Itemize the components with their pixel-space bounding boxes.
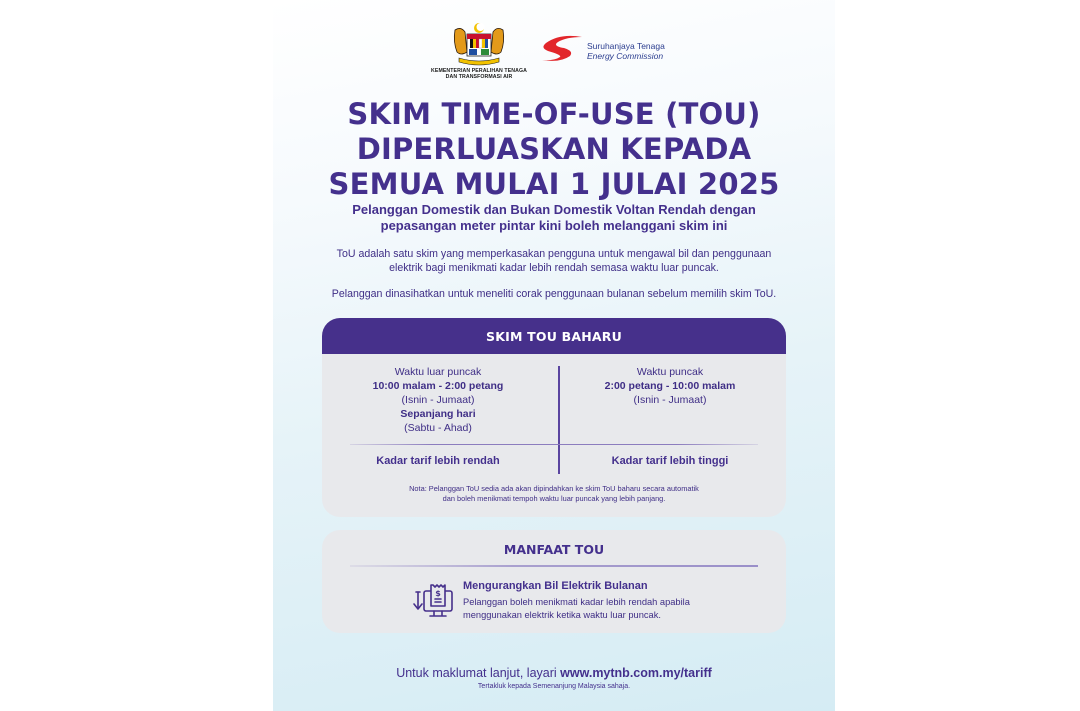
reduce-bill-monitor-icon bbox=[412, 582, 456, 618]
new-tou-scheme-card bbox=[322, 318, 786, 517]
intro-paragraph: ToU adalah satu skim yang memperkasakan pengguna untuk mengawal bil dan penggunaan elektrik bagi menikmati kadar lebih rendah semasa waktu luar puncak. bbox=[336, 248, 772, 274]
tou-benefits-card bbox=[322, 530, 786, 633]
svg-text:$: $ bbox=[435, 589, 441, 598]
benefits-divider bbox=[350, 565, 758, 567]
energy-commission-logo bbox=[538, 34, 678, 64]
subheading: Pelanggan Domestik dan Bukan Domestik Voltan Rendah dengan pepasangan meter pintar kini boleh melanggani skim ini bbox=[352, 202, 756, 233]
ministry-name: KEMENTERIAN PERALIHAN TENAGA DAN TRANSFORMASI AIR bbox=[431, 68, 527, 80]
ministry-logo bbox=[423, 22, 535, 80]
off-peak-weekday-days: (Isnin - Jumaat) bbox=[401, 394, 475, 406]
off-peak-label: Waktu luar puncak bbox=[394, 366, 482, 378]
energy-commission-name-malay: Suruhanjaya Tenaga bbox=[587, 41, 665, 51]
off-peak-rate: Kadar tarif lebih rendah bbox=[376, 455, 500, 467]
energy-commission-name-english: Energy Commission bbox=[587, 51, 664, 61]
peak-rate: Kadar tarif lebih tinggi bbox=[611, 455, 729, 467]
energy-commission-swoosh-icon bbox=[538, 34, 588, 62]
off-peak-column bbox=[322, 365, 554, 435]
footer-more-info bbox=[273, 666, 835, 680]
off-peak-weekend-days: (Sabtu - Ahad) bbox=[404, 422, 472, 434]
benefits-card-title: MANFAAT TOU bbox=[503, 542, 605, 557]
logo-bar bbox=[273, 22, 835, 82]
peak-weekday-hours: 2:00 petang - 10:00 malam bbox=[604, 380, 736, 392]
off-peak-weekend-hours: Sepanjang hari bbox=[400, 408, 476, 420]
coat-of-arms-icon bbox=[451, 22, 507, 66]
footer-prefix: Untuk maklumat lanjut, layari bbox=[396, 666, 561, 680]
off-peak-weekday-hours: 10:00 malam - 2:00 petang bbox=[372, 380, 504, 392]
tou-poster bbox=[273, 0, 835, 711]
page-title: SKIM TIME-OF-USE (TOU) DIPERLUASKAN KEPADA SEMUA MULAI 1 JULAI 2025 bbox=[328, 97, 780, 201]
scheme-card-title: SKIM TOU BAHARU bbox=[322, 318, 786, 354]
peak-weekday-days: (Isnin - Jumaat) bbox=[633, 394, 707, 406]
footer-disclaimer: Tertakluk kepada Semenanjung Malaysia sahaja. bbox=[477, 683, 631, 690]
row-divider bbox=[350, 444, 758, 445]
benefit-description: Pelanggan boleh menikmati kadar lebih rendah apabila menggunakan elektrik ketika waktu luar puncak. bbox=[463, 597, 690, 620]
peak-column bbox=[554, 365, 786, 407]
peak-label: Waktu puncak bbox=[636, 366, 704, 378]
advice-paragraph: Pelanggan dinasihatkan untuk meneliti corak penggunaan bulanan sebelum memilih skim ToU. bbox=[331, 288, 777, 300]
benefit-title: Mengurangkan Bil Elektrik Bulanan bbox=[463, 580, 648, 592]
scheme-note: Nota: Pelanggan ToU sedia ada akan dipindahkan ke skim ToU baharu secara automatik dan boleh menikmati tempoh waktu luar puncak yang lebih panjang. bbox=[409, 484, 699, 503]
tariff-link[interactable]: www.mytnb.com.my/tariff bbox=[560, 666, 712, 680]
